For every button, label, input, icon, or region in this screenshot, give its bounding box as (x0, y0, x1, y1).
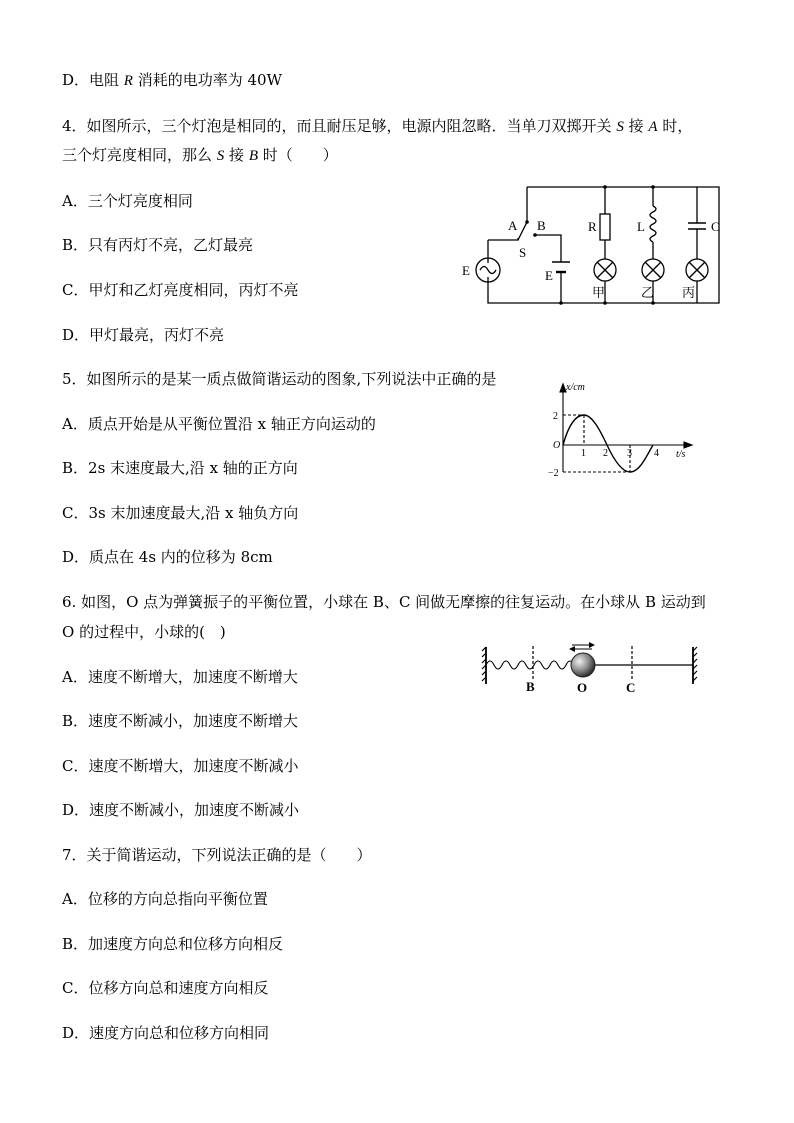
q7-option-a: A．位移的方向总指向平衡位置 (62, 890, 268, 908)
lamp-bing-label: 丙 (682, 285, 696, 300)
q4-option-b: B．只有丙灯不亮，乙灯最亮 (62, 236, 254, 254)
label-a: A (508, 218, 518, 233)
label-l: L (637, 219, 645, 234)
q6-option-d: D．速度不断减小，加速度不断减小 (62, 801, 300, 819)
point-o-label: O (577, 680, 588, 695)
q6-stem-line1: 6. 如图，O 点为弹簧振子的平衡位置，小球在 B、C 间做无摩擦的往复运动。在小球从 B 运动到 (62, 593, 706, 611)
q5-option-c: C．3s 末加速度最大,沿 x 轴负方向 (62, 504, 299, 522)
q6-option-c: C．速度不断增大，加速度不断减小 (62, 757, 299, 775)
q6-option-a: A．速度不断增大，加速度不断增大 (62, 668, 298, 686)
q3-option-d: D．电阻 R 消耗的电功率为 40W (62, 71, 283, 89)
y-tick-neg2: −2 (548, 468, 559, 479)
q5-stem: 5．如图所示的是某一质点做简谐运动的图象,下列说法中正确的是 (62, 370, 497, 388)
q7-option-b: B．加速度方向总和位移方向相反 (62, 935, 284, 953)
q6-option-b: B．速度不断减小，加速度不断增大 (62, 712, 299, 730)
q4-option-a: A．三个灯亮度相同 (62, 192, 193, 210)
q6-stem-line2: O 的过程中，小球的( ) (62, 623, 226, 641)
label-c: C (711, 219, 720, 234)
q4-option-d: D．甲灯最亮，丙灯不亮 (62, 326, 225, 344)
q7-option-c: C．位移方向总和速度方向相反 (62, 979, 269, 997)
q5-option-b: B．2s 末速度最大,沿 x 轴的正方向 (62, 459, 298, 477)
q4-option-c: C．甲灯和乙灯亮度相同，丙灯不亮 (62, 281, 299, 299)
y-tick-2: 2 (553, 411, 558, 422)
x-tick-3: 3 (627, 448, 632, 459)
q5-option-a: A．质点开始是从平衡位置沿 x 轴正方向运动的 (62, 415, 376, 433)
q7-option-d: D．速度方向总和位移方向相同 (62, 1024, 270, 1042)
q7-stem: 7．关于简谐运动，下列说法正确的是（ ） (62, 846, 372, 864)
lamp-jia-label: 甲 (592, 285, 606, 300)
label-r: R (588, 219, 597, 234)
q4-stem-line1: 4．如图所示，三个灯泡是相同的，而且耐压足够，电源内阻忽略．当单刀双掷开关 S 接 A 时， (62, 117, 693, 135)
lamp-yi-label: 乙 (641, 285, 655, 300)
label-b: B (537, 218, 546, 233)
point-b-label: B (526, 679, 535, 694)
label-s: S (519, 245, 527, 260)
x-axis-label: t/s (676, 449, 686, 460)
label-e-battery: E (545, 268, 553, 283)
origin-label: O (553, 440, 561, 451)
x-tick-1: 1 (581, 448, 586, 459)
x-tick-4: 4 (654, 448, 659, 459)
y-axis-label: x/cm (566, 382, 585, 393)
q4-stem-line2: 三个灯亮度相同，那么 S 接 B 时（ ） (62, 146, 338, 164)
point-c-label: C (626, 680, 636, 695)
x-tick-2: 2 (603, 448, 608, 459)
q5-option-d: D．质点在 4s 内的位移为 8cm (62, 548, 273, 566)
label-e-source: E (462, 263, 470, 278)
ball (571, 653, 595, 677)
